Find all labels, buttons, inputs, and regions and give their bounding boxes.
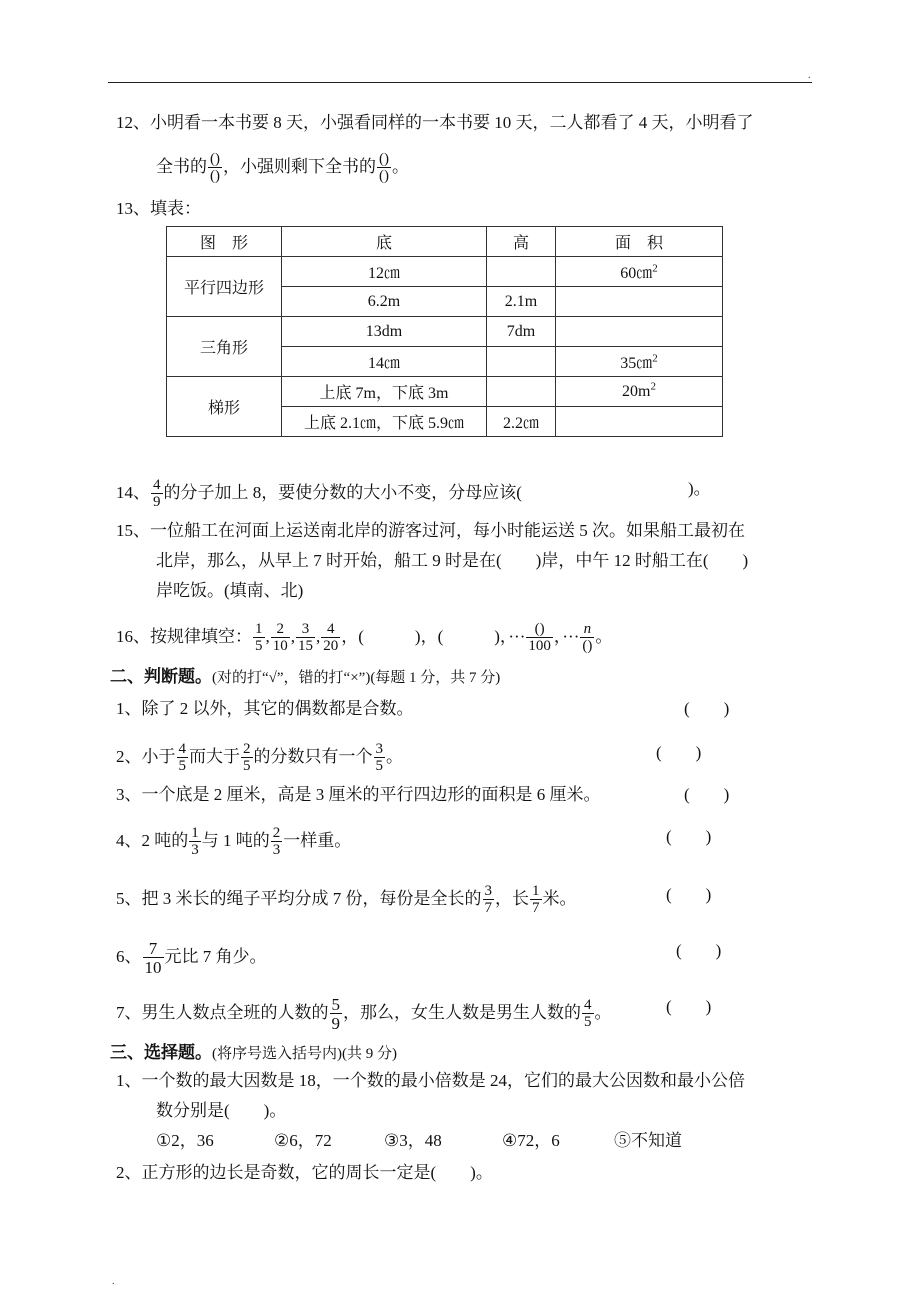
q12-line2: 全书的 $\frac{()}{()}$ ，小强则剩下全书的 $\frac{()}{()}$ 。: [156, 151, 409, 184]
col-header-shape: 图 形: [167, 227, 282, 257]
q15-line1: 15、一位船工在河面上运送南北岸的游客过河，每小时能运送 5 次。如果船工最初在: [116, 521, 745, 540]
judge-7-answer[interactable]: ( ): [666, 997, 712, 1016]
cell-height: [487, 257, 556, 287]
area-table: [166, 226, 723, 437]
cell-base: 上底 7m，下底 3m: [282, 377, 487, 407]
col-header-base: 底: [282, 227, 487, 257]
cell-height: [487, 377, 556, 407]
q12-line1: 12、小明看一本书要 8 天，小强看同样的一本书要 10 天，二人都看了 4 天，小明看了: [116, 113, 754, 132]
q15-line2: 北岸，那么，从早上 7 时开始，船工 9 时是在( )岸，中午 12 时船工在( ): [156, 551, 749, 570]
judge-2: 2、小于 $\frac{4}{5}$ 而大于 $\frac{2}{5}$ 的分数只有一个 $\frac{3}{5}$ 。: [116, 741, 403, 774]
judge-5-answer[interactable]: ( ): [666, 885, 712, 904]
cell-base: 6.2m: [282, 287, 487, 317]
choice-1-line1: 1、一个数的最大因数是 18，一个数的最小倍数是 24，它们的最大公因数和最小公倍: [116, 1071, 745, 1090]
option-5[interactable]: ⑤不知道: [614, 1131, 682, 1150]
cell-base: 13dm: [282, 317, 487, 347]
option-3[interactable]: ③3，48: [384, 1131, 442, 1150]
judge-4: 4、2 吨的 $\frac{1}{3}$ 与 1 吨的 $\frac{2}{3}$ 一样重。: [116, 825, 352, 858]
cell-base: 12㎝: [282, 257, 487, 287]
cell-area: [556, 287, 723, 317]
header-dot: .: [808, 70, 811, 81]
shape-parallelogram: 平行四边形: [167, 257, 282, 317]
judge-7: 7、男生人数点全班的人数的 $\frac{5}{9}$ ，那么，女生人数是男生人数的 $\frac{4}{5}$ 。: [116, 995, 612, 1033]
judge-3: 3、一个底是 2 厘米，高是 3 厘米的平行四边形的面积是 6 厘米。: [116, 785, 601, 804]
col-header-area: 面 积: [556, 227, 723, 257]
cell-base: 14㎝: [282, 347, 487, 377]
judge-3-answer[interactable]: ( ): [684, 785, 730, 804]
choice-2: 2、正方形的边长是奇数，它的周长一定是( )。: [116, 1163, 493, 1182]
footer-dot: .: [112, 1276, 115, 1287]
cell-height: 2.2㎝: [487, 407, 556, 437]
cell-area: $20m^2$: [556, 377, 723, 407]
shape-triangle: 三角形: [167, 317, 282, 377]
cell-area: 35㎝$^2$: [556, 347, 723, 377]
q15-line3: 岸吃饭。(填南、北): [156, 581, 304, 600]
judge-4-answer[interactable]: ( ): [666, 827, 712, 846]
cell-height: 2.1m: [487, 287, 556, 317]
choice-1-options: [156, 1130, 682, 1152]
cell-base: 上底 2.1㎝，下底 5.9㎝: [282, 407, 487, 437]
q14: 14、 $\frac{4}{9}$ 的分子加上 8，要使分数的大小不变，分母应该(: [116, 477, 522, 510]
judge-1: 1、除了 2 以外，其它的偶数都是合数。: [116, 699, 414, 718]
col-header-height: 高: [487, 227, 556, 257]
shape-trapezoid: 梯形: [167, 377, 282, 437]
choice-1-line2: 数分别是( )。: [156, 1101, 287, 1120]
header-rule: [108, 82, 812, 83]
section2-title: 二、判断题。(对的打“√”，错的打“×”)(每题 1 分，共 7 分): [110, 667, 501, 686]
judge-6: 6、 $\frac{7}{10}$ 元比 7 角少。: [116, 939, 267, 977]
q13-label: 13、填表：: [116, 199, 201, 218]
cell-area: 60㎝$^2$: [556, 257, 723, 287]
judge-1-answer[interactable]: ( ): [684, 699, 730, 718]
option-2[interactable]: ②6，72: [274, 1131, 332, 1150]
q16: 16、按规律填空： $\frac{1}{5}$ , $\frac{2}{10}$ , $\frac{3}{15}$ , $\frac{4}{20}$ ，( )，( )，··· $\frac{()}{100}$ ，··· $\frac{n}{()}$ 。: [116, 621, 613, 654]
option-4[interactable]: ④72，6: [502, 1131, 560, 1150]
cell-area: [556, 317, 723, 347]
cell-area: [556, 407, 723, 437]
option-1[interactable]: ①2，36: [156, 1131, 214, 1150]
cell-height: 7dm: [487, 317, 556, 347]
section3-title: 三、选择题。(将序号选入括号内)(共 9 分): [110, 1043, 397, 1062]
q14-close: )。: [688, 479, 711, 498]
judge-2-answer[interactable]: ( ): [656, 743, 702, 762]
judge-5: 5、把 3 米长的绳子平均分成 7 份，每份是全长的 $\frac{3}{7}$ ，长 $\frac{1}{7}$ 米。: [116, 883, 577, 916]
cell-height: [487, 347, 556, 377]
judge-6-answer[interactable]: ( ): [676, 941, 722, 960]
